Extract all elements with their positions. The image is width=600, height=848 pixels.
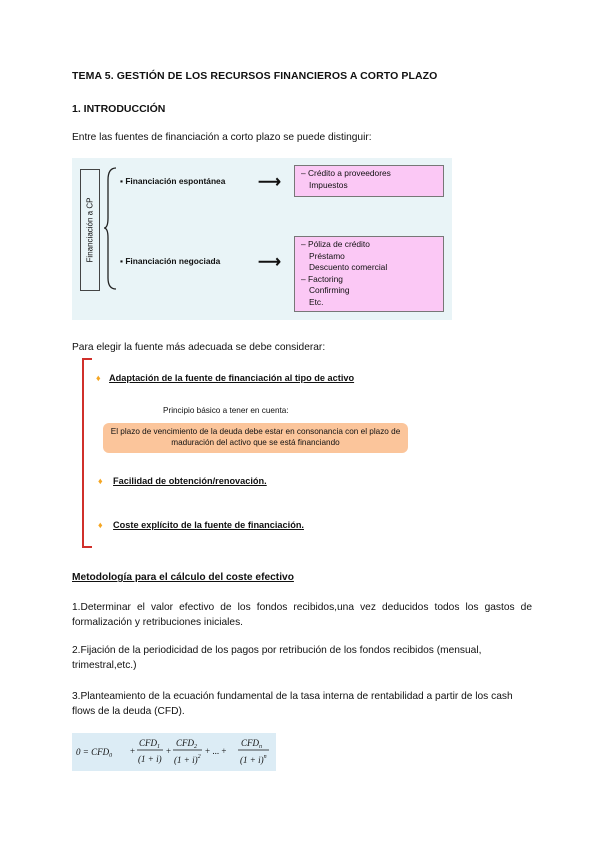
red-bracket	[82, 358, 92, 548]
arrow-right-icon: ⟶	[258, 174, 281, 191]
svg-text:0 = CFD0: $0 = CFD_0$	[76, 747, 113, 759]
svg-text:+: +	[130, 746, 136, 756]
item-espontanea: ▪ Financiación espontánea	[120, 176, 226, 186]
item-negociada: ▪ Financiación negociada	[120, 256, 221, 266]
methodology-heading: Metodología para el cálculo del coste efectivo	[72, 572, 294, 583]
principle-label: Principio básico a tener en cuenta:	[163, 406, 289, 415]
criterion-1: ♦ Adaptación de la fuente de financiación al tipo de activo	[96, 373, 355, 383]
arrow-right-icon: ⟶	[258, 254, 281, 271]
intro-text: Entre las fuentes de financiación a corto plazo se puede distinguir:	[72, 132, 372, 143]
box-negociada: – Póliza de crédito Préstamo Descuento comercial – Factoring Confirming Etc.	[294, 236, 444, 312]
bullet-icon: ▪	[120, 176, 123, 186]
box-espontanea: – Crédito a proveedores Impuestos	[294, 165, 444, 197]
criterion-3: ♦ Coste explícito de la fuente de financiación.	[98, 520, 304, 530]
criterion-2: ♦ Facilidad de obtención/renovación.	[98, 476, 267, 486]
step-3: 3.Planteamiento de la ecuación fundamental de la tasa interna de rentabilidad a partir de los cash flows de la deuda (CFD).	[72, 691, 513, 717]
principle-box: El plazo de vencimiento de la deuda debe estar en consonancia con el plazo de maduración del activo que se está financiando	[103, 423, 408, 453]
vertical-label: Financiación a CP	[85, 197, 95, 263]
consider-text: Para elegir la fuente más adecuada se debe considerar:	[72, 342, 326, 353]
curly-brace-icon	[104, 166, 118, 291]
vertical-label-box	[80, 169, 100, 291]
svg-text:(1 + i): (1 + i)	[138, 754, 162, 764]
svg-text:CFD1: $CFD_1$	[139, 738, 160, 750]
svg-text:(1 + i)2: $(1 + i)^2$	[174, 754, 201, 765]
svg-text:+ ... +: + ... +	[205, 746, 227, 756]
diamond-bullet-icon: ♦	[96, 373, 101, 383]
bullet-icon: ▪	[120, 256, 123, 266]
svg-text:(1 + i)n: $(1 + i)^n$	[240, 754, 267, 765]
financing-diagram	[72, 158, 452, 320]
page-title: TEMA 5. GESTIÓN DE LOS RECURSOS FINANCIEROS A CORTO PLAZO	[72, 70, 438, 82]
svg-text:CFD2: $CFD_2$	[176, 738, 197, 750]
diamond-bullet-icon: ♦	[98, 520, 103, 530]
diamond-bullet-icon: ♦	[98, 476, 103, 486]
section-heading-intro: 1. INTRODUCCIÓN	[72, 103, 166, 115]
step-1: 1.Determinar el valor efectivo de los fondos recibidos,una vez deducidos todos los gastos de formalización y retribuciones iniciales.	[72, 602, 532, 628]
svg-text:CFDn: $CFD_n$	[241, 738, 262, 750]
svg-text:+: +	[166, 746, 172, 756]
tir-formula	[72, 733, 276, 771]
step-2: 2.Fijación de la periodicidad de los pagos por retribución de los fondos recibidos (mensual, trimestral,etc.)	[72, 645, 482, 671]
